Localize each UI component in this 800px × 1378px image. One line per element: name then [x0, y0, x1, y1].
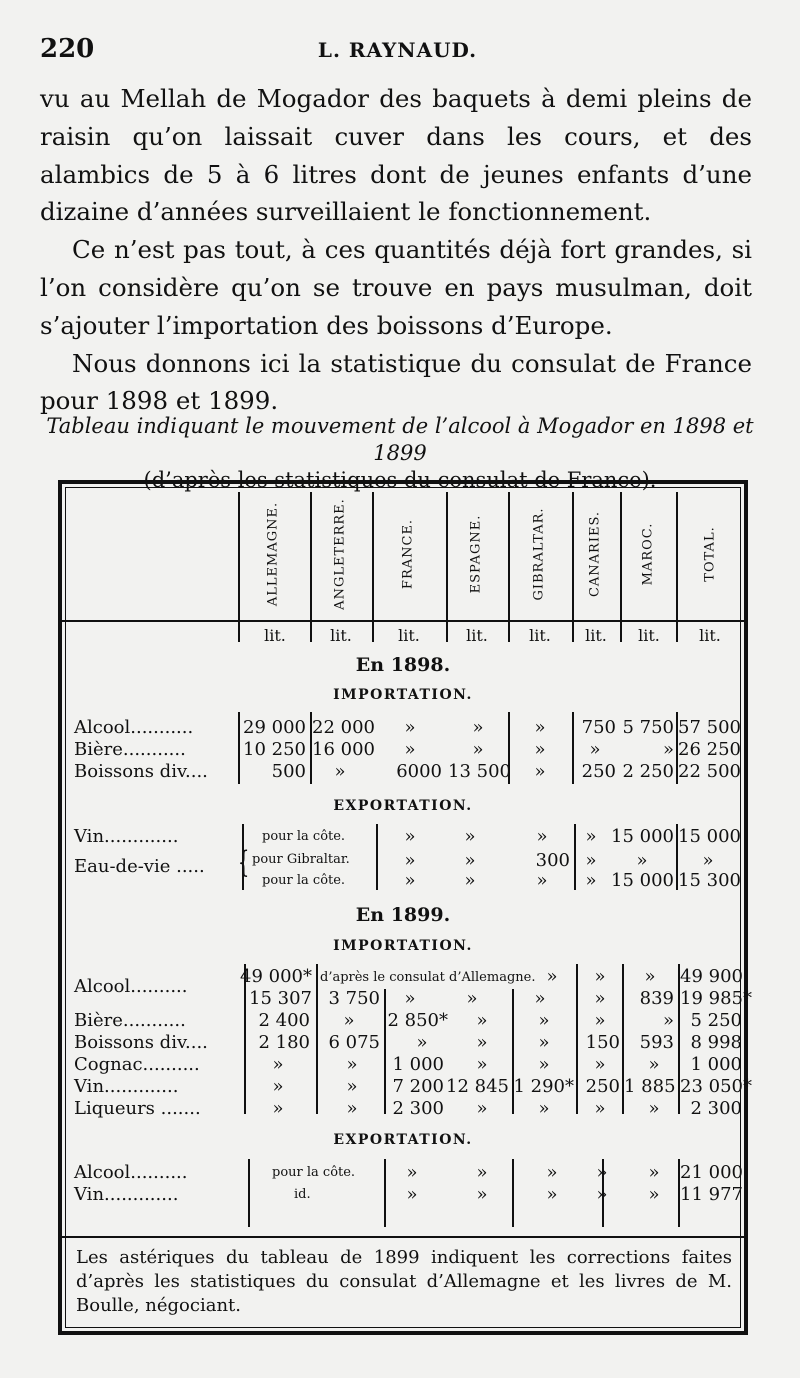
section-heading: IMPORTATION.	[333, 687, 473, 703]
unit-label: lit.	[699, 626, 721, 645]
table-row: Vin............. pour la côte. » » » » 15 000 15 000	[74, 826, 741, 847]
paragraph: vu au Mellah de Mogador des baquets à demi pleins de raisin qu’on laissait cuver dans les cours, et des alambics de 5 à 6 litres dont de jeunes enfants d’une dizaine d’années surveillaient le fonctionnement.	[40, 84, 752, 227]
unit-label: lit.	[398, 626, 420, 645]
page-number: 220	[40, 34, 95, 64]
table-row: Alcool........... 29 000 22 000 » » » 750 5 750 57 500	[74, 717, 741, 738]
table-row: pour la côte. » » » » 15 000 15 300	[262, 870, 741, 891]
column-header: FRANCE.	[400, 518, 416, 590]
column-rule	[676, 492, 678, 642]
paragraph: Nous donnons ici la statistique du consulat de France pour 1898 et 1899.	[40, 348, 752, 416]
paragraph: Ce n’est pas tout, à ces quantités déjà fort grandes, si l’on considère qu’on se trouve en pays musulman, doit s’ajouter l’importation des boissons d’Europe.	[40, 235, 752, 340]
column-rule	[620, 492, 622, 642]
caption-source: (d’après les statistiques du consulat de France).	[143, 468, 657, 492]
column-header: ANGLETERRE.	[332, 498, 348, 610]
column-header: TOTAL.	[702, 526, 718, 582]
table-row: Liqueurs ....... » » 2 300 » » » » 2 300	[74, 1098, 742, 1119]
section-heading: EXPORTATION.	[333, 1132, 473, 1148]
unit-label: lit.	[638, 626, 660, 645]
table-row: Eau-de-vie ..... { pour Gibraltar. » » 300 » » »	[74, 845, 714, 880]
section-heading: IMPORTATION.	[333, 938, 473, 954]
statistics-table	[58, 480, 752, 1335]
table-row: Vin............. » » 7 200 12 845 1 290* 250 1 885 23 050*	[74, 1076, 752, 1097]
year-heading: En 1898.	[355, 654, 451, 676]
table-row: 49 000* d’après le consulat d’Allemagne. » » » 49 900	[240, 966, 743, 987]
table-note: Les astériques du tableau de 1899 indiquent les corrections faites d’après les statistiques du consulat d’Allemagne et les livres de M. Boulle, négociant.	[76, 1247, 732, 1316]
table-row: Alcool.......... pour la côte. » » » » » 21 000	[74, 1162, 743, 1183]
column-rule	[372, 492, 374, 642]
table-row: Bière........... 10 250 16 000 » » » » » 26 250	[74, 739, 741, 760]
column-rule	[572, 492, 574, 642]
table-row: 15 307 3 750 » » » » 839 19 985*	[249, 988, 752, 1009]
column-header: GIBRALTAR.	[531, 507, 547, 601]
unit-label: lit.	[585, 626, 607, 645]
column-header: MAROC.	[640, 522, 656, 586]
table-row: Boissons div.... 500 » 6000 13 500 » 250 2 250 22 500	[74, 761, 741, 782]
column-rule	[446, 492, 448, 642]
unit-label: lit.	[466, 626, 488, 645]
caption-title: Tableau indiquant le mouvement de l’alcool à Mogador en 1898 et 1899	[46, 414, 754, 465]
table-row: Vin............. id. » » » » » 11 977	[74, 1184, 743, 1205]
column-header: ALLEMAGNE.	[265, 501, 281, 607]
body-text	[40, 80, 752, 420]
section-heading: EXPORTATION.	[333, 798, 473, 814]
column-header: ESPAGNE.	[468, 514, 484, 594]
column-header: CANARIES.	[587, 510, 603, 598]
note-divider	[62, 1236, 744, 1238]
column-rule	[310, 492, 312, 642]
unit-label: lit.	[529, 626, 551, 645]
unit-label: lit.	[330, 626, 352, 645]
running-head: L. RAYNAUD.	[317, 38, 478, 62]
table-row: Cognac.......... » » 1 000 » » » » 1 000	[74, 1054, 742, 1075]
table-row: Bière........... 2 400 » 2 850* » » » » 5 250	[74, 1010, 742, 1031]
column-header-row	[62, 490, 744, 622]
unit-label: lit.	[264, 626, 286, 645]
table-row: Alcool..........	[74, 976, 188, 997]
year-heading: En 1899.	[355, 904, 451, 926]
page-header	[40, 34, 755, 68]
column-rule	[508, 492, 510, 642]
table-row: Boissons div.... 2 180 6 075 » » » 150 593 8 998	[74, 1032, 742, 1053]
column-rule	[238, 492, 240, 642]
brace: {	[237, 845, 250, 880]
